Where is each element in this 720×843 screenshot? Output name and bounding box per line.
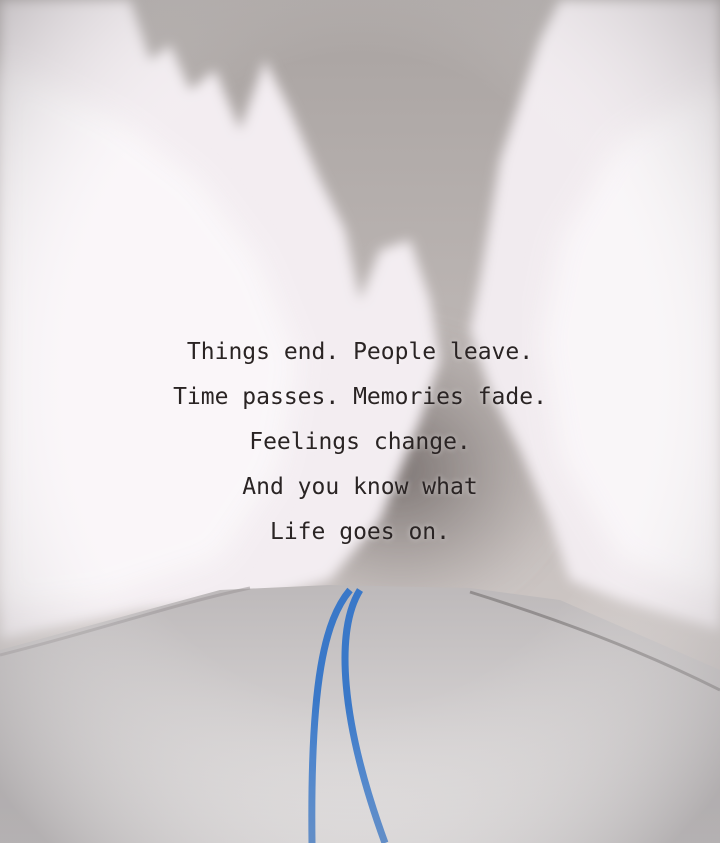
quote-line-5: Life goes on.	[269, 519, 450, 545]
quote-line-2: Time passes. Memories fade.	[173, 384, 547, 410]
quote-text	[0, 330, 720, 555]
quote-line-1: Things end. People leave.	[186, 339, 534, 365]
quote-line-4: And you know what	[242, 474, 478, 500]
quote-line-3: Feelings change.	[249, 429, 471, 455]
